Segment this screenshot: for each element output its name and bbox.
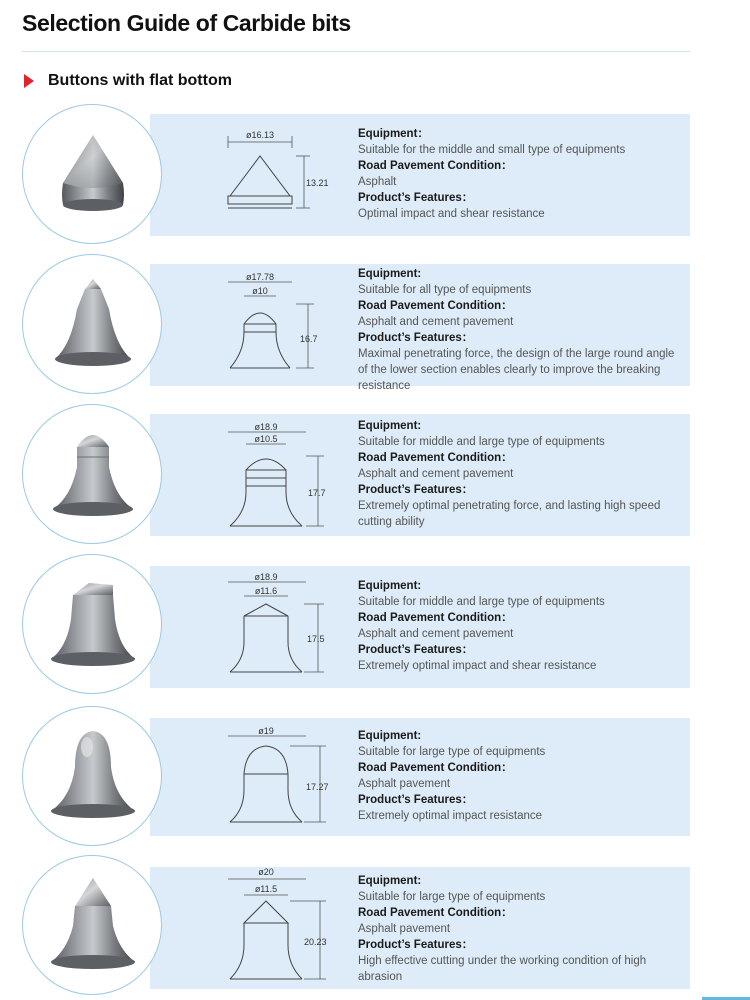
height-label: 20.23	[304, 937, 327, 947]
product-photo	[22, 554, 162, 694]
outer-diameter-label: ø19	[258, 726, 274, 736]
features-label: Product’s Features：	[358, 939, 474, 951]
product-info	[358, 418, 678, 530]
road-condition-value: Asphalt pavement	[358, 923, 451, 935]
title-divider	[22, 51, 690, 52]
features-value: Extremely optimal penetrating force, and lasting high speed cutting ability	[358, 500, 661, 528]
features-value: Extremely optimal impact resistance	[358, 810, 543, 822]
section-heading	[24, 72, 232, 90]
equipment-value: Suitable for middle and large type of equipments	[358, 436, 605, 448]
product-photo	[22, 104, 162, 244]
inner-diameter-label: ø11.5	[254, 884, 278, 894]
outer-diameter-label: ø18.9	[254, 422, 278, 432]
road-condition-value: Asphalt pavement	[358, 778, 451, 790]
road-condition-label: Road Pavement Condition：	[358, 762, 513, 774]
inner-diameter-label: ø11.6	[254, 586, 278, 596]
features-value: Optimal impact and shear resistance	[358, 208, 545, 220]
road-condition-label: Road Pavement Condition：	[358, 612, 513, 624]
height-label: 16.7	[300, 334, 318, 344]
equipment-label: Equipment：	[358, 128, 429, 140]
equipment-label: Equipment:	[358, 875, 422, 887]
product-row-6	[0, 855, 750, 995]
technical-drawing	[220, 126, 340, 216]
road-condition-value: Asphalt	[358, 176, 397, 188]
product-row-5	[0, 706, 750, 846]
height-label: 17.5	[307, 634, 325, 644]
inner-diameter-label: ø10	[252, 286, 268, 296]
equipment-label: Equipment:	[358, 730, 422, 742]
features-value: Maximal penetrating force, the design of the large round angle of the lower section enables clearly to improve the breaking resistance	[358, 348, 675, 392]
product-photo	[22, 254, 162, 394]
product-photo	[22, 404, 162, 544]
technical-drawing	[220, 865, 340, 990]
product-row-1	[0, 104, 750, 244]
features-label: Product’s Features：	[358, 484, 474, 496]
product-info	[358, 266, 678, 394]
product-info	[358, 126, 678, 222]
road-condition-value: Asphalt and cement pavement	[358, 316, 514, 328]
features-value: High effective cutting under the working condition of high abrasion	[358, 955, 647, 983]
road-condition-label: Road Pavement Condition：	[358, 907, 513, 919]
product-row-2	[0, 254, 750, 394]
carbide-button-image	[23, 856, 163, 996]
product-info	[358, 873, 678, 985]
product-photo	[22, 706, 162, 846]
technical-drawing	[220, 724, 340, 834]
road-condition-value: Asphalt and cement pavement	[358, 468, 514, 480]
carbide-button-image	[23, 555, 163, 695]
inner-diameter-label: ø10.5	[254, 434, 278, 444]
product-info	[358, 728, 678, 824]
road-condition-value: Asphalt and cement pavement	[358, 628, 514, 640]
product-photo	[22, 855, 162, 995]
features-label: Product’s Features：	[358, 794, 474, 806]
features-value: Extremely optimal impact and shear resistance	[358, 660, 597, 672]
technical-drawing	[220, 422, 340, 532]
height-label: 13.21	[306, 178, 329, 188]
equipment-value: Suitable for large type of equipments	[358, 746, 546, 758]
equipment-value: Suitable for large type of equipments	[358, 891, 546, 903]
product-info	[358, 578, 678, 674]
equipment-value: Suitable for the middle and small type of equipments	[358, 144, 626, 156]
technical-drawing	[220, 572, 340, 682]
carbide-button-image	[23, 405, 163, 545]
equipment-value: Suitable for middle and large type of equipments	[358, 596, 605, 608]
features-label: Product’s Features：	[358, 644, 474, 656]
equipment-label: Equipment:	[358, 420, 422, 432]
product-row-3	[0, 404, 750, 544]
height-label: 17.7	[308, 488, 326, 498]
section-heading-text: Buttons with flat bottom	[48, 72, 232, 89]
equipment-label: Equipment:	[358, 268, 422, 280]
product-row-4	[0, 554, 750, 694]
road-condition-label: Road Pavement Condition：	[358, 160, 513, 172]
outer-diameter-label: ø20	[258, 867, 274, 877]
page-title: Selection Guide of Carbide bits	[22, 10, 351, 36]
red-triangle-icon	[24, 74, 34, 88]
technical-drawing	[220, 272, 340, 382]
height-label: 17.27	[306, 782, 329, 792]
carbide-button-image	[23, 255, 163, 395]
road-condition-label: Road Pavement Condition：	[358, 452, 513, 464]
carbide-button-image	[23, 105, 163, 245]
outer-diameter-label: ø18.9	[254, 572, 278, 582]
road-condition-label: Road Pavement Condition：	[358, 300, 513, 312]
equipment-label: Equipment:	[358, 580, 422, 592]
equipment-value: Suitable for all type of equipments	[358, 284, 532, 296]
features-label: Product’s Features：	[358, 192, 474, 204]
outer-diameter-label: ø17.78	[245, 272, 275, 282]
features-label: Product’s Features：	[358, 332, 474, 344]
outer-diameter-label: ø16.13	[245, 130, 275, 140]
carbide-button-image	[23, 707, 163, 847]
